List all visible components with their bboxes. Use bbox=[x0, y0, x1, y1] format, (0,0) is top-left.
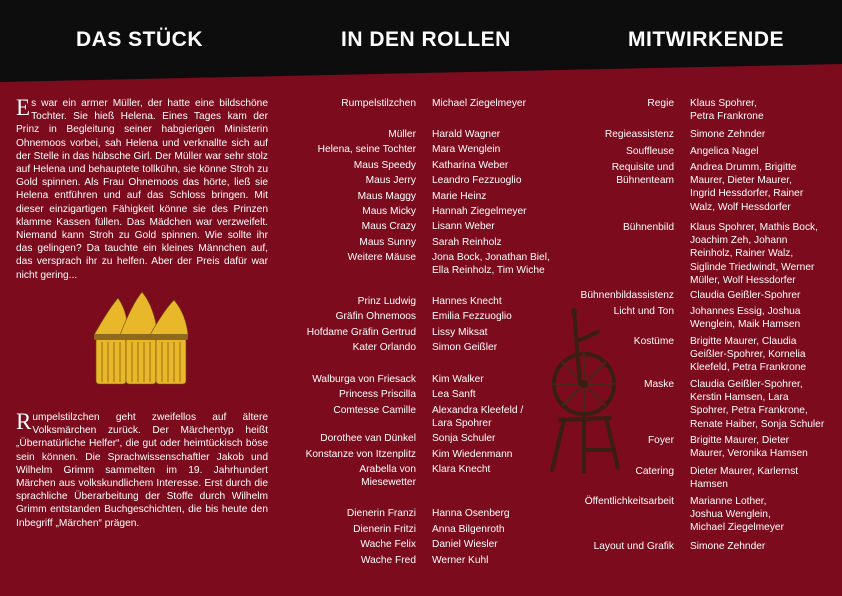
crew-function: Regie bbox=[647, 98, 674, 109]
cast-actor: Hannah Ziegelmeyer bbox=[432, 206, 527, 217]
crew-people: Simone Zehnder bbox=[690, 129, 766, 140]
heading-mitwirkende: MITWIRKENDE bbox=[628, 28, 784, 51]
cast-role: Princess Priscilla bbox=[339, 389, 416, 400]
crew-people: Brigitte Maurer, Claudia Geißler-Spohrer, Kornelia Kleefeld, Petra Frankrone bbox=[690, 336, 807, 374]
story-paragraph-1 bbox=[16, 97, 268, 282]
cast-actor: Simon Geißler bbox=[432, 342, 498, 353]
crew-people: Andrea Drumm, Brigitte Maurer, Dieter Maurer, Ingrid Hessdorfer, Rainer Walz, Wolf Hessdorfer bbox=[690, 162, 804, 213]
crew-function: Maske bbox=[643, 379, 674, 390]
cast-actor: Leandro Fezzuoglio bbox=[432, 175, 522, 186]
crew-function: Layout und Grafik bbox=[593, 541, 674, 552]
crew-people: Brigitte Maurer, Dieter Maurer, Veronika Hamsen bbox=[690, 435, 808, 460]
cast-actor: Katharina Weber bbox=[432, 160, 509, 171]
cast-role: Weitere Mäuse bbox=[347, 252, 416, 263]
crew-function: Foyer bbox=[647, 435, 674, 446]
cast-actor: Sonja Schuler bbox=[432, 433, 496, 444]
cast-role: Wache Fred bbox=[360, 555, 416, 566]
cast-role: Gräfin Ohnemoos bbox=[335, 311, 416, 322]
crew-people: Dieter Maurer, Karlernst Hamsen bbox=[690, 466, 799, 491]
cast-actor: Emilia Fezzuoglio bbox=[432, 311, 512, 322]
cast-role: Konstanze von Itzenplitz bbox=[305, 449, 416, 460]
cast-role: Maus Crazy bbox=[361, 221, 416, 232]
cast-role: Helena, seine Tochter bbox=[317, 144, 416, 155]
dropcap: E bbox=[16, 95, 31, 120]
crew-people: Simone Zehnder bbox=[690, 541, 766, 552]
cast-role: Maus Jerry bbox=[365, 175, 416, 186]
cast-role: Dorothee van Dünkel bbox=[320, 433, 416, 444]
crew-people: Klaus Spohrer, Petra Frankrone bbox=[690, 98, 764, 123]
cast-actor: Jona Bock, Jonathan Biel, Ella Reinholz, Tim Wiche bbox=[432, 252, 550, 277]
crew-people: Marianne Lother, Joshua Wenglein, Michael Ziegelmeyer bbox=[690, 496, 784, 534]
crew-function: Requisite und Bühnenteam bbox=[611, 162, 674, 187]
cast-role: Rumpelstilzchen bbox=[341, 98, 416, 109]
cast-actor: Lisann Weber bbox=[432, 221, 495, 232]
cast-role: Müller bbox=[388, 129, 416, 140]
cast-role: Arabella von Miesewetter bbox=[359, 464, 416, 489]
crew-function: Licht und Ton bbox=[613, 306, 674, 317]
cast-actor: Harald Wagner bbox=[432, 129, 501, 140]
cast-role: Maus Maggy bbox=[357, 191, 416, 202]
heading-das-stueck: DAS STÜCK bbox=[76, 28, 204, 51]
crew-function: Kostüme bbox=[633, 336, 674, 347]
cast-actor: Mara Wenglein bbox=[432, 144, 501, 155]
cast-role: Hofdame Gräfin Gertrud bbox=[306, 327, 416, 338]
story-text: s war ein armer Müller, der hatte eine bildschöne Tochter. Sie hieß Helena. Eines Tages kam der Prinz in Begleitung seiner habgierigen Ministerin Ohnemoos vorbei, sah Helena und verknallte sich auf der Stelle in das hübsche Girl. Der Müller war sehr stolz auf Helena und behauptete tollkühn, sie könne Stroh zu Gold spinnen. Als Frau Ohnemoos das hörte, ließ sie Helena entführen und auf das Schloss bringen. Mit dieser einzigartigen Fähigkeit könne sie des Prinzen klamme Kassen füllen. Das Mädchen war verzweifelt. Niemand kann Stroh zu Gold spinnen. Wie sollte ihr das gelingen? Da tauchte ein kleines Männchen auf, das versprach ihr zu helfen. Aber der Preis dafür war nicht gering... bbox=[16, 98, 268, 281]
cast-role: Maus Sunny bbox=[359, 237, 416, 248]
cast-actor: Hannes Knecht bbox=[432, 296, 502, 307]
dropcap: R bbox=[16, 409, 32, 434]
cast-actor: Lissy Miksat bbox=[432, 327, 488, 338]
cast-actor: Anna Bilgenroth bbox=[432, 524, 505, 535]
cast-role: Kater Orlando bbox=[352, 342, 416, 353]
story-text: umpelstilzchen geht zweifellos auf ältere Volksmärchen zurück. Der Märchentyp heißt „Übernatürliche Helfer“, die gut oder heimtückisch böse sein können. Die Sprachwissenschaftler Jakob und Wilhelm Grimm sammelten im 19. Jahrhundert Märchen aus volkskundlichem Interesse. Erst durch die sprachliche Überarbeitung der Stoffe durch Wilhelm Grimm entstanden Buchgeschichten, die bis heute den Inbegriff „Märchen“ prägen. bbox=[16, 412, 268, 529]
straw-bundle-icon bbox=[88, 290, 192, 386]
crew-function: Bühnenbildassistenz bbox=[580, 290, 674, 301]
cast-actor: Daniel Wiesler bbox=[432, 539, 498, 550]
heading-in-den-rollen: IN DEN ROLLEN bbox=[341, 28, 511, 51]
crew-people: Angelica Nagel bbox=[690, 146, 759, 157]
story-paragraph-2 bbox=[16, 411, 268, 530]
cast-role: Comtesse Camille bbox=[333, 405, 416, 416]
cast-role: Walburga von Friesack bbox=[312, 374, 416, 385]
cast-actor: Klara Knecht bbox=[432, 464, 491, 475]
cast-role: Wache Felix bbox=[360, 539, 416, 550]
cast-actor: Lea Sanft bbox=[432, 389, 476, 400]
crew-function: Souffleuse bbox=[626, 146, 674, 157]
cast-role: Prinz Ludwig bbox=[357, 296, 416, 307]
crew-function: Öffentlichkeitsarbeit bbox=[584, 496, 674, 507]
cast-role: Dienerin Franzi bbox=[346, 508, 416, 519]
crew-people: Klaus Spohrer, Mathis Bock, Joachim Zeh, Johann Reinholz, Rainer Walz, Siglinde Triedwindt, Werner Müller, Wolf Hessdorfer bbox=[690, 222, 818, 286]
crew-people: Claudia Geißler-Spohrer, Kerstin Hamsen, Lara Spohrer, Petra Frankrone, Renate Haiber, Sonja Schuler bbox=[690, 379, 825, 430]
crew-function: Regieassistenz bbox=[604, 129, 674, 140]
cast-actor: Werner Kuhl bbox=[432, 555, 489, 566]
cast-actor: Marie Heinz bbox=[432, 191, 487, 202]
cast-actor: Michael Ziegelmeyer bbox=[432, 98, 526, 109]
crew-people: Claudia Geißler-Spohrer bbox=[690, 290, 801, 301]
cast-role: Dienerin Fritzi bbox=[353, 524, 416, 535]
cast-actor: Alexandra Kleefeld / Lara Spohrer bbox=[432, 405, 524, 430]
cast-actor: Hanna Osenberg bbox=[432, 508, 510, 519]
cast-actor: Kim Wiedenmann bbox=[432, 449, 513, 460]
cast-role: Maus Micky bbox=[362, 206, 416, 217]
crew-people: Johannes Essig, Joshua Wenglein, Maik Hamsen bbox=[690, 306, 801, 331]
cast-actor: Kim Walker bbox=[432, 374, 484, 385]
crew-function: Catering bbox=[635, 466, 674, 477]
crew-function: Bühnenbild bbox=[623, 222, 674, 233]
cast-actor: Sarah Reinholz bbox=[432, 237, 502, 248]
cast-role: Maus Speedy bbox=[353, 160, 416, 171]
